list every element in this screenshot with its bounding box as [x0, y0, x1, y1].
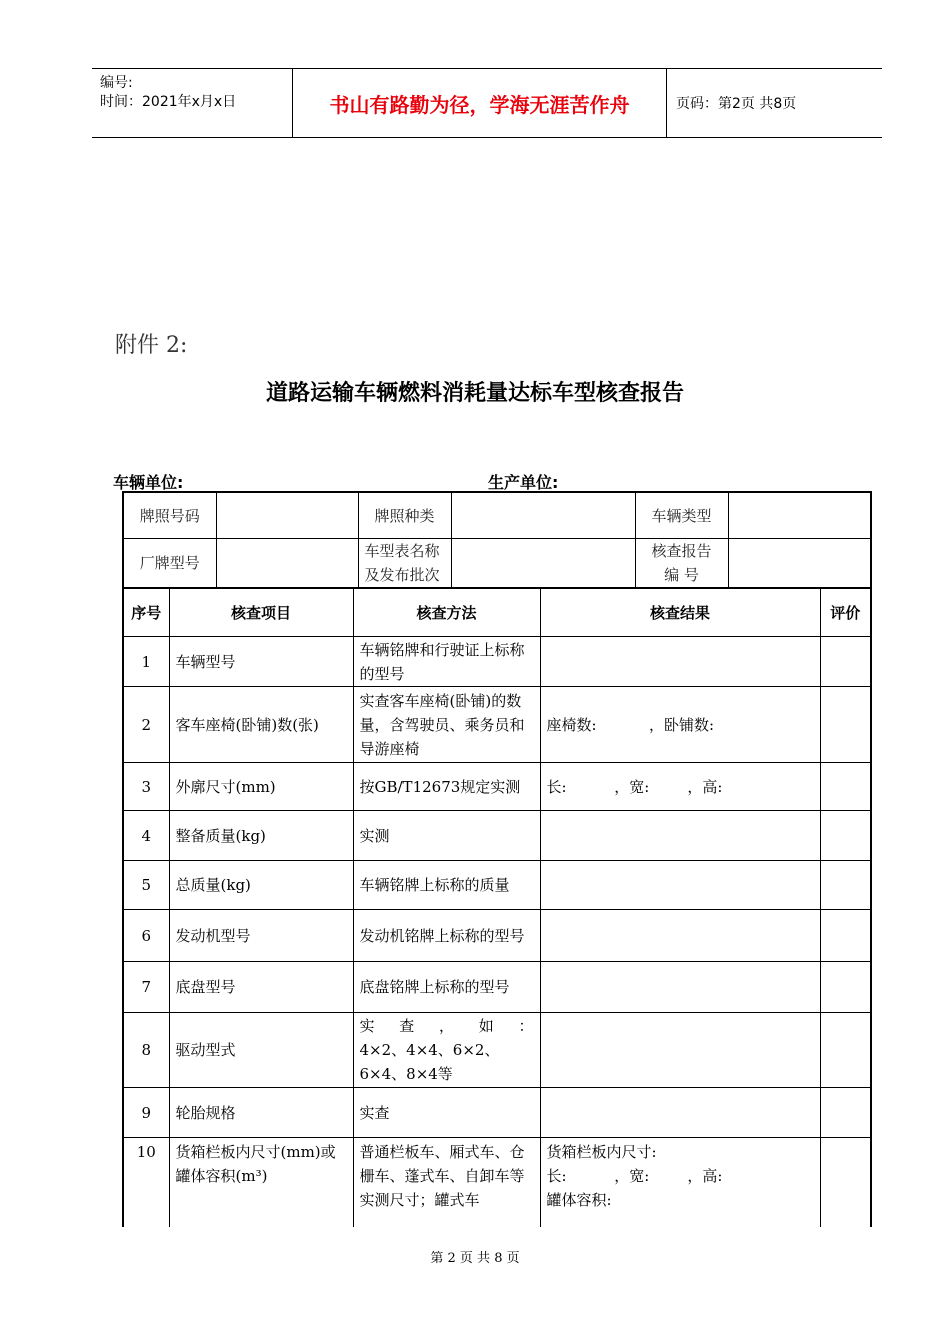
- row-result[interactable]: [540, 962, 820, 1013]
- row-result-line2: 长: ，宽: ，高:: [546, 1167, 723, 1185]
- table-row: [123, 861, 871, 910]
- row-item: 总质量(kg): [169, 861, 353, 910]
- row-item: 货箱栏板内尺寸(mm)或罐体容积(m³): [169, 1138, 353, 1227]
- check-table-header: [123, 589, 871, 637]
- row-result[interactable]: [540, 1013, 820, 1088]
- row-method: 车辆铭牌和行驶证上标称的型号: [353, 637, 540, 687]
- model-table-label-line2: 及发布批次: [364, 566, 440, 584]
- table-row: [123, 1088, 871, 1138]
- document-header: [92, 68, 882, 138]
- table-row: [123, 1138, 871, 1227]
- row-evaluation[interactable]: [820, 763, 871, 811]
- brand-model-label: 厂牌型号: [123, 539, 216, 589]
- row-result[interactable]: 长: ，宽: ，高:: [540, 763, 820, 811]
- row-method-line1: 实 查 ， 如 ：: [359, 1017, 534, 1035]
- page-label: 页码：第2页 共8页: [676, 96, 797, 112]
- plate-number-label: 牌照号码: [123, 492, 216, 539]
- model-table-label-line1: 车型表名称: [364, 542, 440, 560]
- row-evaluation[interactable]: [820, 637, 871, 687]
- report-number-label-line1: 核查报告: [651, 542, 712, 560]
- row-item: 轮胎规格: [169, 1088, 353, 1138]
- row-evaluation[interactable]: [820, 910, 871, 962]
- row-evaluation[interactable]: [820, 1088, 871, 1138]
- vehicle-info-table: [122, 491, 872, 589]
- row-item: 客车座椅(卧铺)数(张): [169, 687, 353, 763]
- header-page-cell: [666, 69, 882, 137]
- row-result-line1: 货箱栏板内尺寸:: [546, 1143, 657, 1161]
- row-no: 3: [123, 763, 169, 811]
- table-row: [123, 637, 871, 687]
- row-result[interactable]: [540, 811, 820, 861]
- header-method: 核查方法: [353, 589, 540, 637]
- row-method: 实查: [353, 1088, 540, 1138]
- row-method-rest: 4×2、4×4、6×2、6×4、8×4等: [359, 1041, 500, 1083]
- report-number-label-line2: 编 号: [664, 566, 699, 584]
- row-method: 车辆铭牌上标称的质量: [353, 861, 540, 910]
- row-no: 1: [123, 637, 169, 687]
- table-row: [123, 1013, 871, 1088]
- row-evaluation[interactable]: [820, 962, 871, 1013]
- table-row: [123, 962, 871, 1013]
- attachment-label: 附件 2:: [115, 333, 188, 358]
- plate-type-value[interactable]: [451, 492, 635, 539]
- report-title: 道路运输车辆燃料消耗量达标车型核查报告: [265, 381, 684, 406]
- plate-type-label: 牌照种类: [358, 492, 451, 539]
- row-evaluation[interactable]: [820, 861, 871, 910]
- row-no: 6: [123, 910, 169, 962]
- row-evaluation[interactable]: [820, 1138, 871, 1227]
- row-item: 外廓尺寸(mm): [169, 763, 353, 811]
- row-method: 按GB/T12673规定实测: [353, 763, 540, 811]
- report-number-value[interactable]: [728, 539, 871, 589]
- row-result-line3: 罐体容积:: [546, 1191, 612, 1209]
- row-no: 2: [123, 687, 169, 763]
- row-evaluation[interactable]: [820, 1013, 871, 1088]
- table-row: [123, 763, 871, 811]
- vehicle-type-value[interactable]: [728, 492, 871, 539]
- header-motto-cell: [292, 69, 667, 137]
- row-method: 底盘铭牌上标称的型号: [353, 962, 540, 1013]
- header-evaluation: 评价: [820, 589, 871, 637]
- model-table-value[interactable]: [451, 539, 635, 589]
- row-result[interactable]: [540, 861, 820, 910]
- plate-number-value[interactable]: [216, 492, 358, 539]
- row-item: 底盘型号: [169, 962, 353, 1013]
- row-result[interactable]: [540, 910, 820, 962]
- row-no: 10: [123, 1138, 169, 1227]
- brand-model-value[interactable]: [216, 539, 358, 589]
- row-no: 9: [123, 1088, 169, 1138]
- row-no: 5: [123, 861, 169, 910]
- row-method: 发动机铭牌上标称的型号: [353, 910, 540, 962]
- table-row: [123, 811, 871, 861]
- vehicle-unit-label: 车辆单位:: [113, 473, 184, 492]
- header-no: 序号: [123, 589, 169, 637]
- row-item: 整备质量(kg): [169, 811, 353, 861]
- header-result: 核查结果: [540, 589, 820, 637]
- table-row: [123, 910, 871, 962]
- model-table-label: [358, 539, 451, 589]
- row-method: [353, 1013, 540, 1088]
- doc-number-label: 编号:: [100, 75, 133, 91]
- row-result[interactable]: [540, 637, 820, 687]
- page-footer: 第 2 页 共 8 页: [430, 1251, 520, 1266]
- row-no: 4: [123, 811, 169, 861]
- row-method: 实测: [353, 811, 540, 861]
- row-method: 普通栏板车、厢式车、仓栅车、蓬式车、自卸车等实测尺寸；罐式车: [353, 1138, 540, 1227]
- header-meta: [92, 69, 292, 137]
- row-result[interactable]: [540, 1088, 820, 1138]
- check-table: [122, 588, 872, 1227]
- vehicle-type-label: 车辆类型: [635, 492, 728, 539]
- row-no: 7: [123, 962, 169, 1013]
- row-evaluation[interactable]: [820, 687, 871, 763]
- producer-label: 生产单位:: [488, 473, 559, 492]
- row-method: 实查客车座椅(卧铺)的数量，含驾驶员、乘务员和导游座椅: [353, 687, 540, 763]
- row-no: 8: [123, 1013, 169, 1088]
- time-label: 时间：2021年x月x日: [100, 94, 237, 110]
- row-result[interactable]: [540, 1138, 820, 1227]
- table-row: [123, 687, 871, 763]
- report-number-label: [635, 539, 728, 589]
- row-item: 车辆型号: [169, 637, 353, 687]
- header-item: 核查项目: [169, 589, 353, 637]
- header-motto: 书山有路勤为径，学海无涯苦作舟: [329, 92, 630, 117]
- row-item: 驱动型式: [169, 1013, 353, 1088]
- row-evaluation[interactable]: [820, 811, 871, 861]
- row-result[interactable]: 座椅数: ，卧铺数:: [540, 687, 820, 763]
- row-item: 发动机型号: [169, 910, 353, 962]
